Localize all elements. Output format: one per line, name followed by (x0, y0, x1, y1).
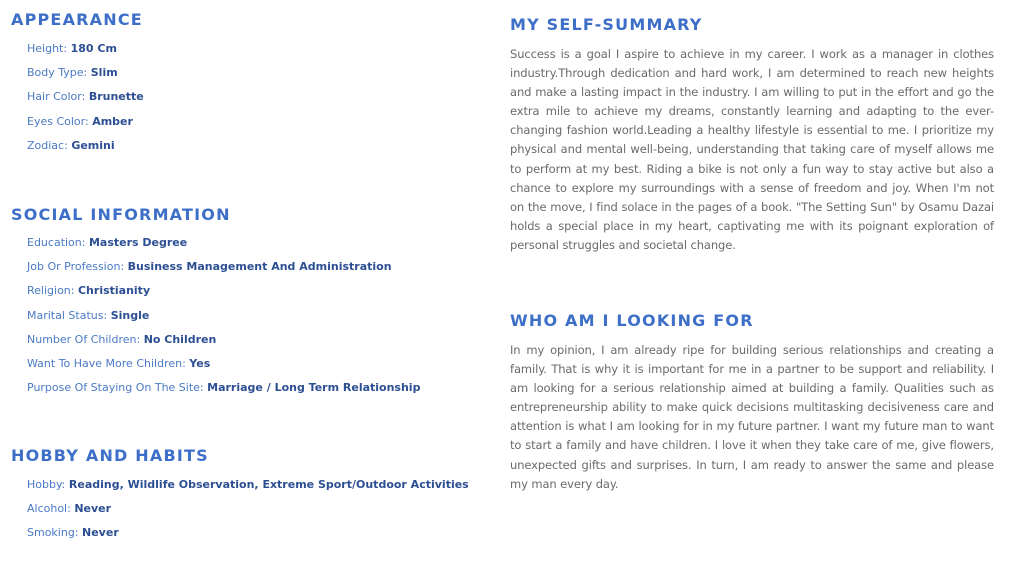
self-summary-text: Success is a goal I aspire to achieve in my career. I work as a manager in clothes industry.Through dedication and hard work, I am determined to reach new heights and make a lasting impact in the industry. I am willing to put in the effort and go the extra mile to achieve my dreams, constantly learning and adapting to the ever-changing fashion world.Leading a healthy lifestyle is essential to me. I prioritize my physical and mental well-being, understanding that taking care of myself allows me to perform at my best. Riding a bike is not only a fun way to stay active but also a chance to explore my surroundings with a sense of freedom and joy. When I'm not on the move, I find solace in the pages of a book. "The Setting Sun" by Osamu Dazai holds a special place in my heart, captivating me with its poignant exploration of personal struggles and societal change. (510, 47, 994, 252)
self-summary-heading: MY SELF-SUMMARY (510, 15, 703, 34)
field-value: Marriage / Long Term Relationship (207, 381, 421, 395)
body-type-field (27, 61, 144, 85)
appearance-list (27, 37, 144, 158)
zodiac-field (27, 134, 144, 158)
field-value: Gemini (71, 138, 115, 152)
field-value: Christianity (77, 284, 151, 298)
number-of-children-field (27, 328, 420, 352)
field-label: Alcohol: (27, 502, 71, 516)
field-value: 180 Cm (70, 42, 117, 55)
social-information-list (27, 231, 420, 400)
field-label: Body Type: (27, 66, 88, 80)
more-children-field (27, 352, 420, 376)
purpose-field (27, 376, 420, 400)
field-label: Purpose Of Staying On The Site: (27, 381, 204, 395)
profession-field (27, 255, 420, 279)
smoking-field (27, 521, 469, 545)
field-value: Single (110, 308, 150, 322)
field-value: Brunette (88, 90, 144, 104)
field-value: Masters Degree (88, 236, 188, 249)
field-value: Business Management And Administration (127, 260, 392, 274)
looking-for-text: In my opinion, I am already ripe for building serious relationships and creating a family. That is why it is important for me in a partner to be support and reliability. I am looking for a serious relationship aimed at building a family. Qualities such as entrepreneurship ability to make quick decisions multitasking decisiveness care and attention is what I am looking for in my future partner. I want my future man to want to start a family and have children. I love it when they take care of me, give flowers, unexpected gifts and surprises. In turn, I am ready to answer the same and please my man every day. (510, 343, 994, 491)
hobby-habits-list (27, 473, 469, 546)
field-value: Slim (90, 66, 118, 80)
field-label: Hobby: (27, 478, 66, 491)
eyes-color-field (27, 110, 144, 134)
hair-color-field (27, 85, 144, 109)
field-value: Reading, Wildlife Observation, Extreme Sport/Outdoor Activities (68, 478, 469, 491)
field-label: Zodiac: (27, 138, 68, 152)
field-label: Education: (27, 236, 86, 249)
field-label: Marital Status: (27, 308, 108, 322)
alcohol-field (27, 497, 469, 521)
height-field (27, 37, 144, 61)
hobby-field (27, 473, 469, 497)
religion-field (27, 279, 420, 303)
field-label: Eyes Color: (27, 114, 89, 128)
field-label: Religion: (27, 284, 75, 298)
field-label: Number Of Children: (27, 332, 141, 346)
field-label: Hair Color: (27, 90, 86, 104)
hobby-habits-heading: HOBBY AND HABITS (11, 446, 209, 465)
field-value: Never (82, 526, 119, 540)
field-value: Yes (189, 356, 211, 370)
appearance-heading: APPEARANCE (11, 10, 143, 29)
field-label: Height: (27, 42, 68, 55)
field-value: Never (74, 502, 112, 516)
social-information-heading: SOCIAL INFORMATION (11, 205, 231, 224)
field-label: Job Or Profession: (27, 260, 125, 274)
education-field (27, 231, 420, 255)
field-value: No Children (143, 332, 217, 346)
field-value: Amber (92, 114, 133, 128)
marital-status-field (27, 304, 420, 328)
field-label: Want To Have More Children: (27, 356, 186, 370)
looking-for-heading: WHO AM I LOOKING FOR (510, 311, 754, 330)
field-label: Smoking: (27, 526, 79, 540)
